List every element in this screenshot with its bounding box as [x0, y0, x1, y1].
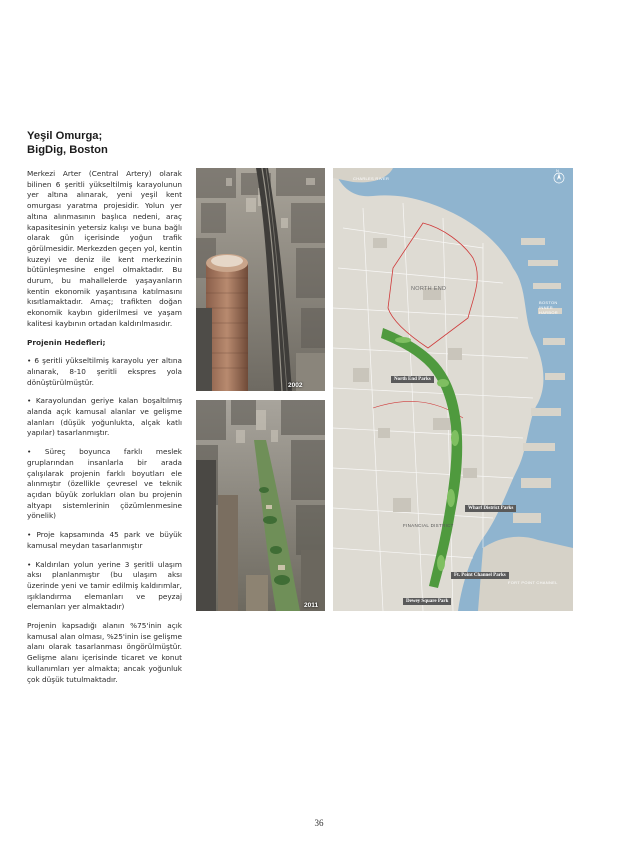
aerial-photo-2002-image [196, 168, 325, 391]
park-tag-wharf-district: Wharf District Parks [465, 505, 516, 512]
page-number: 36 [314, 818, 324, 828]
title-line-2: BigDig, Boston [27, 143, 108, 156]
map-image [333, 168, 573, 611]
goal-item-1: • 6 şeritli yükseltilmiş karayolu yer altına alınarak, 8-10 şeritli ekspres yola dönüştürülmüştür. [27, 356, 182, 387]
map-label-boston-harbor: BOSTON INNER HARBOR [539, 300, 558, 315]
aerial-photo-2002 [196, 168, 325, 391]
aerial-photo-2011-image [196, 400, 325, 611]
photo-year-2011: 2011 [304, 602, 319, 609]
page-title [27, 130, 182, 157]
title-line-1: Yeşil Omurga; [27, 130, 103, 142]
map-label-financial-district: FINANCIAL DISTRICT [403, 523, 454, 528]
map-label-charles-river: CHARLES RIVER [353, 176, 390, 181]
goal-item-5: • Kaldırılan yolun yerine 3 şeritli ulaşım aksı planlanmıştır (bu ulaşım aksı üzerinde yeni ve tamir edilmiş kaldırımlar, ışıklandırma elemanları ve peyzaj elemanları yer almaktadır) [27, 559, 182, 612]
intro-paragraph: Merkezi Arter (Central Artery) olarak bilinen 6 şeritli yükseltilmiş karayolunun yer altına alınarak, yeni yeşil kent omurgası yaratma projesidir. Yolun yer altına alınmasının başlıca nedeni, araç kapasitesinin yetersiz kalışı ve buna bağlı olarak gün içerisinde yoğun trafik görülmesidir. Merkezden geçen yol, kentin kuzeyi ve deniz ile kent merkezinin bütünleşmesine engel olmaktadır. Bu durum, bu mahallelerde yaşayanların kentin ekonomik yaşantısına katılmasını kısıtlamaktadır. Amaç; trafikten doğan ekonomik kaybın giderilmesi ve yaşam kalitesi kaybının ortadan kaldırılmasıdır. [27, 169, 182, 328]
aerial-photo-2011 [196, 400, 325, 611]
map-label-north-end: NORTH END [411, 286, 447, 292]
goal-item-2: • Karayolundan geriye kalan boşaltılmış alanda açık kamusal alanlar ve gelişme alanları (düşük yoğunlukta, alçak katlı yapılar) tasarlanmıştır. [27, 396, 182, 438]
boston-greenway-map [333, 168, 573, 611]
goals-heading: Projenin Hedefleri; [27, 337, 106, 347]
goal-item-3: • Süreç boyunca farklı meslek gruplarından insanlarla bir arada çalışılarak projenin farklı boyutları ele alınmıştır (özellikle çevresel ve teknik açıdan büyük zorlukları olan bu projenin altyapı sistemlerinin çözümlenmesine yönelik) [27, 447, 182, 521]
goal-item-4: • Proje kapsamında 45 park ve büyük kamusal meydan tasarlanmıştır [27, 530, 182, 550]
park-tag-north-end: North End Parks [391, 376, 434, 383]
park-tag-fort-point: Ft. Point Channel Parks [451, 572, 509, 579]
park-tag-dewey-square: Dewey Square Park [403, 598, 451, 605]
text-column [27, 130, 182, 685]
closing-paragraph: Projenin kapsadığı alanın %75'inin açık kamusal alan olması, %25'inin ise gelişme alanı olarak tasarlanması öngörülmüştür. Gelişme alanı içerisinde ticaret ve konut kullanımları yer almakta; ancak yoğunluk çok düşük tutulmaktadır. [27, 621, 182, 684]
north-arrow-label: N [556, 168, 560, 173]
map-label-fort-point: FORT POINT CHANNEL [508, 580, 558, 585]
photo-year-2002: 2002 [288, 382, 303, 389]
